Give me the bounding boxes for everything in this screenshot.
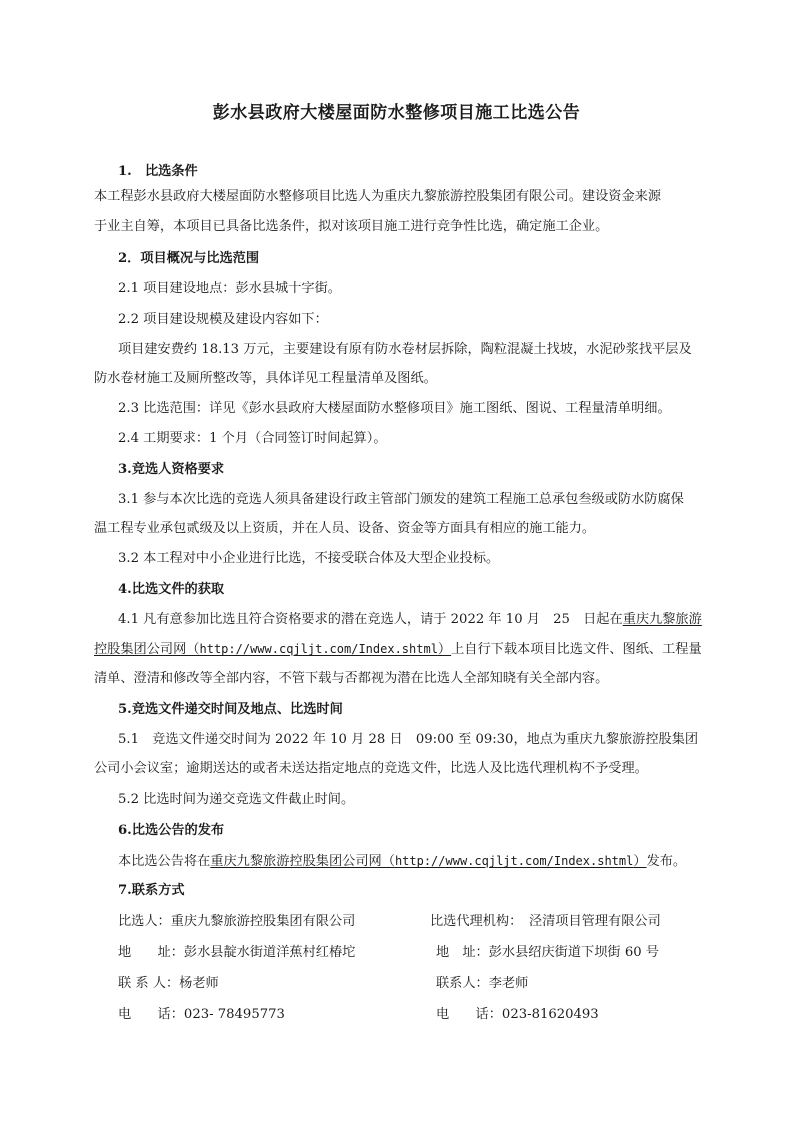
section-2-item-4: 2.4 工期要求：1 个月（合同签订时间起算）。: [118, 431, 387, 446]
section-3-heading: 3.竞选人资格要求: [118, 462, 225, 477]
website-link-close-paren: ）: [437, 642, 452, 657]
section-4-item-1-line-1: [118, 611, 702, 629]
contact-right-person: 联系人：李老师: [436, 976, 529, 991]
section-3-item-1-line-1: 3.1 参与本次比选的竞选人须具备建设行政主管部门颁发的建筑工程施工总承包叁级或防水防腐保: [118, 492, 684, 507]
section-6-link-url: http://www.cqjljt.com/Index.shtml: [394, 854, 634, 868]
section-6-link-close-paren: ）: [633, 854, 647, 869]
section-6-line: [118, 852, 686, 871]
section-2-item-1: 2.1 项目建设地点：彭水县城十字街。: [118, 281, 341, 296]
contact-right-party: 比选代理机构： 泾清项目管理有限公司: [430, 914, 661, 929]
section-5-item-1-line-2: 公司小会议室；逾期送达的或者未送达指定地点的竞选文件，比选人及比选代理机构不予受理。: [94, 761, 648, 776]
contact-left-phone: 电 话：023- 78495773: [118, 1007, 285, 1022]
section-1-paragraph-line-1: 本工程彭水县政府大楼屋面防水整修项目比选人为重庆九黎旅游控股集团有限公司。建设资金来源: [94, 189, 662, 204]
website-link-part-2[interactable]: [94, 642, 451, 657]
contact-right-address: 地 址：彭水县绍庆街道下坝街 60 号: [436, 945, 659, 960]
section-5-item-1-line-1: 5.1 竞选文件递交时间为 2022 年 10 月 28 日 09:00 至 09:30，地点为重庆九黎旅游控股集团: [118, 732, 699, 747]
section-4-item-1-text: 4.1 凡有意参加比选且符合资格要求的潜在竞选人，请于 2022 年 10 月 25 日起在: [118, 612, 623, 627]
page-title: 彭水县政府大楼屋面防水整修项目施工比选公告: [212, 103, 581, 123]
section-6-heading: 6.比选公告的发布: [118, 823, 225, 838]
section-4-item-1-rest: 上自行下载本项目比选文件、图纸、工程量: [451, 642, 702, 657]
section-4-item-1-line-2: [94, 640, 702, 659]
section-1-paragraph-line-2: 于业主自筹，本项目已具备比选条件，拟对该项目施工进行竞争性比选，确定施工企业。: [94, 219, 609, 234]
section-1-heading: 1. 比选条件: [118, 164, 198, 179]
section-5-heading: 5.竞选文件递交时间及地点、比选时间: [118, 702, 343, 717]
contact-right-phone: 电 话：023-81620493: [436, 1007, 599, 1022]
section-5-item-2: 5.2 比选时间为递交竞选文件截止时间。: [118, 792, 355, 807]
website-link-part-1[interactable]: 重庆九黎旅游: [622, 612, 702, 627]
section-2-heading: 2．项目概况与比选范围: [118, 251, 260, 266]
contact-left-person: 联 系 人：杨老师: [118, 976, 219, 991]
section-2-content-line-1: 项目建安费约 18.13 万元，主要建设有原有防水卷材层拆除，陶粒混凝土找坡，水泥砂浆找平层及: [118, 342, 692, 357]
section-2-item-3: 2.3 比选范围：详见《彭水县政府大楼屋面防水整修项目》施工图纸、图说、工程量清单明细。: [118, 401, 671, 416]
section-6-prefix: 本比选公告将在: [118, 854, 211, 869]
section-7-heading: 7.联系方式: [118, 883, 185, 898]
section-3-item-2: 3.2 本工程对中小企业进行比选，不接受联合体及大型企业投标。: [118, 551, 500, 566]
contact-left-address: 地 址：彭水县靛水街道洋蕉村红椿坨: [118, 945, 356, 960]
section-6-suffix: 发布。: [646, 854, 687, 869]
website-link-url: http://www.cqjljt.com/Index.shtml: [199, 642, 438, 656]
section-6-website-link[interactable]: [210, 854, 646, 869]
section-4-item-1-line-3: 清单、澄清和修改等全部内容，不管下载与否都视为潜在比选人全部知晓有关全部内容。: [94, 671, 609, 686]
section-3-item-1-line-2: 温工程专业承包贰级及以上资质，并在人员、设备、资金等方面具有相应的施工能力。: [94, 521, 596, 536]
section-4-heading: 4.比选文件的获取: [118, 582, 225, 597]
section-2-content-line-2: 防水卷材施工及厕所整改等，具体详见工程量清单及图纸。: [94, 371, 437, 386]
contact-left-party: 比选人：重庆九黎旅游控股集团有限公司: [118, 914, 356, 929]
section-2-item-2: 2.2 项目建设规模及建设内容如下：: [118, 312, 328, 327]
section-6-link-label: 重庆九黎旅游控股集团公司网（: [210, 854, 395, 869]
website-link-label: 控股集团公司网（: [94, 642, 200, 657]
